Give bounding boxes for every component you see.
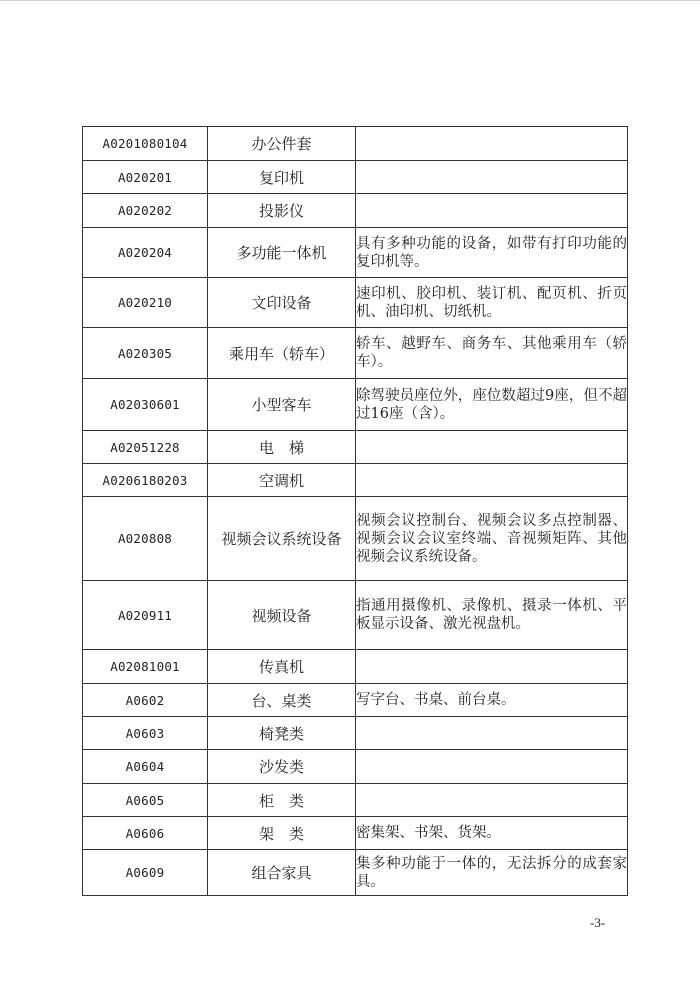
item-name-cell: 架 类 bbox=[208, 817, 356, 850]
item-desc-cell bbox=[356, 464, 628, 497]
table-row bbox=[83, 850, 628, 896]
item-desc-cell bbox=[356, 717, 628, 750]
table-row bbox=[83, 228, 628, 278]
item-desc-cell bbox=[356, 650, 628, 684]
item-name-cell: 办公件套 bbox=[208, 127, 356, 161]
item-desc-cell: 写字台、书桌、前台桌。 bbox=[356, 684, 628, 717]
item-code-cell: A0604 bbox=[83, 750, 208, 784]
table-row bbox=[83, 194, 628, 228]
item-name-cell: 空调机 bbox=[208, 464, 356, 497]
item-code-cell: A020202 bbox=[83, 194, 208, 228]
item-code-cell: A0606 bbox=[83, 817, 208, 850]
item-code-cell: A0603 bbox=[83, 717, 208, 750]
item-code-cell: A020305 bbox=[83, 328, 208, 379]
item-code-cell: A020201 bbox=[83, 161, 208, 194]
table-row bbox=[83, 379, 628, 431]
item-name-cell: 多功能一体机 bbox=[208, 228, 356, 278]
item-code-cell: A0602 bbox=[83, 684, 208, 717]
item-desc-cell bbox=[356, 431, 628, 464]
item-code-cell: A0206180203 bbox=[83, 464, 208, 497]
item-desc-cell: 轿车、越野车、商务车、其他乘用车（轿车）。 bbox=[356, 328, 628, 379]
page-number: -3- bbox=[590, 915, 606, 930]
item-desc-cell bbox=[356, 161, 628, 194]
table-row bbox=[83, 784, 628, 817]
item-desc-cell bbox=[356, 127, 628, 161]
table-row bbox=[83, 650, 628, 684]
table-row bbox=[83, 464, 628, 497]
item-desc-cell: 速印机、胶印机、装订机、配页机、折页机、油印机、切纸机。 bbox=[356, 278, 628, 328]
item-code-cell: A0201080104 bbox=[83, 127, 208, 161]
item-desc-cell: 具有多种功能的设备，如带有打印功能的复印机等。 bbox=[356, 228, 628, 278]
item-code-cell: A02081001 bbox=[83, 650, 208, 684]
table-row bbox=[83, 817, 628, 850]
table-row bbox=[83, 750, 628, 784]
item-desc-cell: 除驾驶员座位外，座位数超过9座，但不超过16座（含）。 bbox=[356, 379, 628, 431]
table-row bbox=[83, 328, 628, 379]
item-code-cell: A0609 bbox=[83, 850, 208, 896]
item-code-cell: A02051228 bbox=[83, 431, 208, 464]
table-row bbox=[83, 684, 628, 717]
table-row bbox=[83, 497, 628, 581]
page-top-border bbox=[0, 0, 700, 1]
item-name-cell: 椅凳类 bbox=[208, 717, 356, 750]
item-name-cell: 乘用车（轿车） bbox=[208, 328, 356, 379]
item-desc-cell bbox=[356, 784, 628, 817]
table-row bbox=[83, 278, 628, 328]
item-desc-cell bbox=[356, 194, 628, 228]
item-desc-cell: 指通用摄像机、录像机、摄录一体机、平板显示设备、激光视盘机。 bbox=[356, 581, 628, 650]
item-name-cell: 文印设备 bbox=[208, 278, 356, 328]
item-desc-cell: 集多种功能于一体的，无法拆分的成套家具。 bbox=[356, 850, 628, 896]
item-name-cell: 视频会议系统设备 bbox=[208, 497, 356, 581]
item-code-cell: A0605 bbox=[83, 784, 208, 817]
table-row bbox=[83, 431, 628, 464]
item-name-cell: 投影仪 bbox=[208, 194, 356, 228]
item-desc-cell: 密集架、书架、货架。 bbox=[356, 817, 628, 850]
item-name-cell: 视频设备 bbox=[208, 581, 356, 650]
item-name-cell: 复印机 bbox=[208, 161, 356, 194]
asset-catalog-table bbox=[82, 126, 628, 896]
table-row bbox=[83, 127, 628, 161]
item-desc-cell bbox=[356, 750, 628, 784]
item-name-cell: 电 梯 bbox=[208, 431, 356, 464]
item-code-cell: A020808 bbox=[83, 497, 208, 581]
item-name-cell: 沙发类 bbox=[208, 750, 356, 784]
item-name-cell: 柜 类 bbox=[208, 784, 356, 817]
item-code-cell: A020911 bbox=[83, 581, 208, 650]
item-name-cell: 组合家具 bbox=[208, 850, 356, 896]
table-row bbox=[83, 161, 628, 194]
item-code-cell: A020204 bbox=[83, 228, 208, 278]
item-name-cell: 台、桌类 bbox=[208, 684, 356, 717]
item-code-cell: A02030601 bbox=[83, 379, 208, 431]
item-name-cell: 传真机 bbox=[208, 650, 356, 684]
item-name-cell: 小型客车 bbox=[208, 379, 356, 431]
item-code-cell: A020210 bbox=[83, 278, 208, 328]
table-row bbox=[83, 581, 628, 650]
table-row bbox=[83, 717, 628, 750]
item-desc-cell: 视频会议控制台、视频会议多点控制器、视频会议会议室终端、音视频矩阵、其他视频会议系统设备。 bbox=[356, 497, 628, 581]
